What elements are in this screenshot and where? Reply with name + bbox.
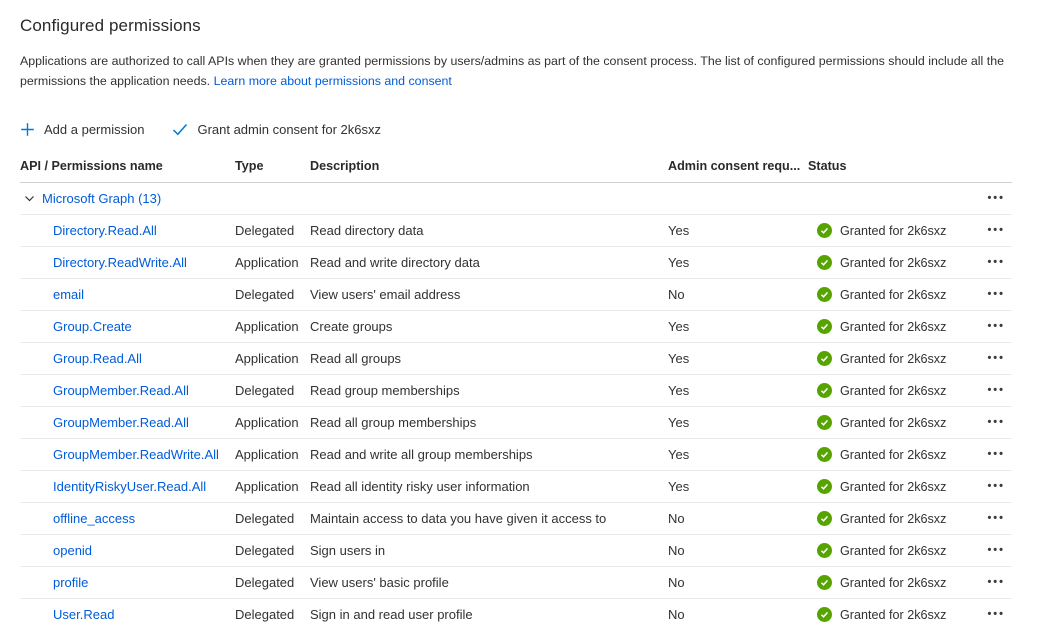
- status-text: Granted for 2k6sxz: [840, 383, 947, 398]
- grant-admin-consent-button[interactable]: [172, 122, 381, 137]
- status-text: Granted for 2k6sxz: [840, 351, 947, 366]
- permission-link[interactable]: User.Read: [53, 607, 115, 622]
- more-options-icon[interactable]: •••: [987, 320, 1005, 332]
- column-header-type: Type: [235, 159, 264, 173]
- permission-description-cell: Sign in and read user profile: [310, 607, 473, 622]
- status-cell: [808, 223, 976, 238]
- status-text: Granted for 2k6sxz: [840, 479, 947, 494]
- table-row: [20, 439, 1012, 471]
- permission-link[interactable]: Group.Create: [53, 319, 132, 334]
- granted-check-icon: [817, 511, 832, 526]
- status-text: Granted for 2k6sxz: [840, 319, 947, 334]
- table-row: [20, 567, 1012, 599]
- admin-consent-required-cell: No: [668, 575, 685, 590]
- permission-description-cell: Read directory data: [310, 223, 424, 238]
- admin-consent-required-cell: Yes: [668, 319, 690, 334]
- admin-consent-required-cell: Yes: [668, 447, 690, 462]
- api-group-cell: [20, 191, 976, 206]
- granted-check-icon: [817, 415, 832, 430]
- api-group-link[interactable]: Microsoft Graph (13): [42, 191, 162, 206]
- permission-rows: [20, 215, 1012, 628]
- status-cell: [808, 319, 976, 334]
- page-description: [20, 51, 1028, 91]
- permission-description-cell: Maintain access to data you have given it access to: [310, 511, 607, 526]
- status-cell: [808, 575, 976, 590]
- permission-type-cell: Application: [235, 351, 299, 366]
- permission-type-cell: Delegated: [235, 383, 295, 398]
- table-row: [20, 375, 1012, 407]
- table-row: [20, 599, 1012, 628]
- grant-admin-consent-label: Grant admin consent for 2k6sxz: [197, 121, 381, 137]
- status-cell: [808, 415, 976, 430]
- permission-type-cell: Application: [235, 447, 299, 462]
- more-options-icon[interactable]: •••: [987, 448, 1005, 460]
- status-cell: [808, 543, 976, 558]
- permission-link[interactable]: openid: [53, 543, 93, 558]
- page-title: Configured permissions: [20, 16, 201, 35]
- status-text: Granted for 2k6sxz: [840, 223, 947, 238]
- permission-type-cell: Delegated: [235, 223, 295, 238]
- permission-link[interactable]: GroupMember.ReadWrite.All: [53, 447, 219, 462]
- permission-name-cell: [20, 447, 235, 462]
- granted-check-icon: [817, 575, 832, 590]
- permission-link[interactable]: offline_access: [53, 511, 136, 526]
- more-options-icon[interactable]: •••: [987, 512, 1005, 524]
- permission-name-cell: [20, 415, 235, 430]
- permission-link[interactable]: email: [53, 287, 85, 302]
- more-options-icon[interactable]: •••: [987, 608, 1005, 620]
- more-options-icon[interactable]: •••: [987, 224, 1005, 236]
- permission-name-cell: [20, 255, 235, 270]
- learn-more-link[interactable]: Learn more about permissions and consent: [213, 74, 452, 88]
- permission-type-cell: Application: [235, 255, 299, 270]
- table-row: [20, 503, 1012, 535]
- more-options-icon[interactable]: •••: [987, 416, 1005, 428]
- more-options-icon[interactable]: •••: [987, 192, 1005, 204]
- status-text: Granted for 2k6sxz: [840, 511, 947, 526]
- permission-description-cell: View users' basic profile: [310, 575, 449, 590]
- admin-consent-required-cell: Yes: [668, 383, 690, 398]
- permission-description-cell: Read all identity risky user information: [310, 479, 530, 494]
- column-header-status: Status: [808, 159, 847, 173]
- more-options-icon[interactable]: •••: [987, 480, 1005, 492]
- status-text: Granted for 2k6sxz: [840, 255, 947, 270]
- permission-link[interactable]: GroupMember.Read.All: [53, 415, 189, 430]
- granted-check-icon: [817, 383, 832, 398]
- more-options-icon[interactable]: •••: [987, 256, 1005, 268]
- permission-description-cell: View users' email address: [310, 287, 461, 302]
- api-group-row: [20, 183, 1012, 215]
- granted-check-icon: [817, 351, 832, 366]
- more-options-icon[interactable]: •••: [987, 288, 1005, 300]
- more-options-icon[interactable]: •••: [987, 352, 1005, 364]
- table-row: [20, 279, 1012, 311]
- permission-description-cell: Sign users in: [310, 543, 386, 558]
- admin-consent-required-cell: Yes: [668, 415, 690, 430]
- table-row: [20, 247, 1012, 279]
- permission-name-cell: [20, 287, 235, 302]
- check-icon: [172, 123, 188, 136]
- granted-check-icon: [817, 287, 832, 302]
- status-text: Granted for 2k6sxz: [840, 447, 947, 462]
- permission-type-cell: Delegated: [235, 511, 295, 526]
- permission-name-cell: [20, 351, 235, 366]
- table-row: [20, 343, 1012, 375]
- granted-check-icon: [817, 479, 832, 494]
- permission-name-cell: [20, 383, 235, 398]
- page-description-text: Applications are authorized to call APIs when they are granted permissions by users/admins as part of the consent process. The list of configured permissions should include all the permissions the application needs.: [20, 54, 1004, 88]
- table-row: [20, 471, 1012, 503]
- permission-link[interactable]: Directory.ReadWrite.All: [53, 255, 187, 270]
- status-cell: [808, 351, 976, 366]
- admin-consent-required-cell: Yes: [668, 223, 690, 238]
- permission-type-cell: Application: [235, 479, 299, 494]
- permission-description-cell: Read all groups: [310, 351, 402, 366]
- column-header-api-permissions-name: API / Permissions name: [20, 159, 163, 173]
- permission-name-cell: [20, 607, 235, 622]
- permission-type-cell: Delegated: [235, 287, 295, 302]
- permissions-table: [20, 150, 1012, 628]
- granted-check-icon: [817, 223, 832, 238]
- status-cell: [808, 607, 976, 622]
- permission-description-cell: Read and write directory data: [310, 255, 480, 270]
- admin-consent-required-cell: Yes: [668, 479, 690, 494]
- status-text: Granted for 2k6sxz: [840, 287, 947, 302]
- add-permission-button[interactable]: [20, 122, 144, 137]
- column-header-admin-consent-required: Admin consent requ...: [668, 159, 801, 173]
- table-row: [20, 311, 1012, 343]
- granted-check-icon: [817, 319, 832, 334]
- admin-consent-required-cell: Yes: [668, 255, 690, 270]
- granted-check-icon: [817, 255, 832, 270]
- more-options-icon[interactable]: •••: [987, 384, 1005, 396]
- table-row: [20, 215, 1012, 247]
- permission-name-cell: [20, 511, 235, 526]
- add-permission-label: Add a permission: [44, 121, 145, 137]
- admin-consent-required-cell: No: [668, 607, 685, 622]
- table-row: [20, 535, 1012, 567]
- status-cell: [808, 447, 976, 462]
- permission-description-cell: Read group memberships: [310, 383, 460, 398]
- status-text: Granted for 2k6sxz: [840, 543, 947, 558]
- permission-name-cell: [20, 319, 235, 334]
- permission-link[interactable]: GroupMember.Read.All: [53, 383, 189, 398]
- admin-consent-required-cell: No: [668, 287, 685, 302]
- command-bar: [20, 114, 1057, 144]
- granted-check-icon: [817, 607, 832, 622]
- status-text: Granted for 2k6sxz: [840, 575, 947, 590]
- more-options-icon[interactable]: •••: [987, 544, 1005, 556]
- permission-name-cell: [20, 575, 235, 590]
- admin-consent-required-cell: No: [668, 543, 685, 558]
- status-cell: [808, 255, 976, 270]
- chevron-down-icon[interactable]: [23, 192, 36, 205]
- permission-link[interactable]: IdentityRiskyUser.Read.All: [53, 479, 207, 494]
- admin-consent-required-cell: Yes: [668, 351, 690, 366]
- permission-name-cell: [20, 223, 235, 238]
- status-cell: [808, 287, 976, 302]
- permission-description-cell: Read and write all group memberships: [310, 447, 533, 462]
- permission-link[interactable]: profile: [53, 575, 89, 590]
- permission-type-cell: Application: [235, 319, 299, 334]
- permission-type-cell: Delegated: [235, 575, 295, 590]
- permission-name-cell: [20, 543, 235, 558]
- permission-name-cell: [20, 479, 235, 494]
- admin-consent-required-cell: No: [668, 511, 685, 526]
- table-header-row: [20, 150, 1012, 183]
- permission-type-cell: Delegated: [235, 607, 295, 622]
- more-options-icon[interactable]: •••: [987, 576, 1005, 588]
- status-cell: [808, 479, 976, 494]
- permission-type-cell: Delegated: [235, 543, 295, 558]
- status-text: Granted for 2k6sxz: [840, 415, 947, 430]
- table-row: [20, 407, 1012, 439]
- permission-description-cell: Read all group memberships: [310, 415, 477, 430]
- status-cell: [808, 383, 976, 398]
- plus-icon: [20, 122, 35, 137]
- status-text: Granted for 2k6sxz: [840, 607, 947, 622]
- column-header-description: Description: [310, 159, 380, 173]
- granted-check-icon: [817, 543, 832, 558]
- permission-link[interactable]: Group.Read.All: [53, 351, 142, 366]
- granted-check-icon: [817, 447, 832, 462]
- permission-type-cell: Application: [235, 415, 299, 430]
- status-cell: [808, 511, 976, 526]
- permission-description-cell: Create groups: [310, 319, 393, 334]
- permission-link[interactable]: Directory.Read.All: [53, 223, 157, 238]
